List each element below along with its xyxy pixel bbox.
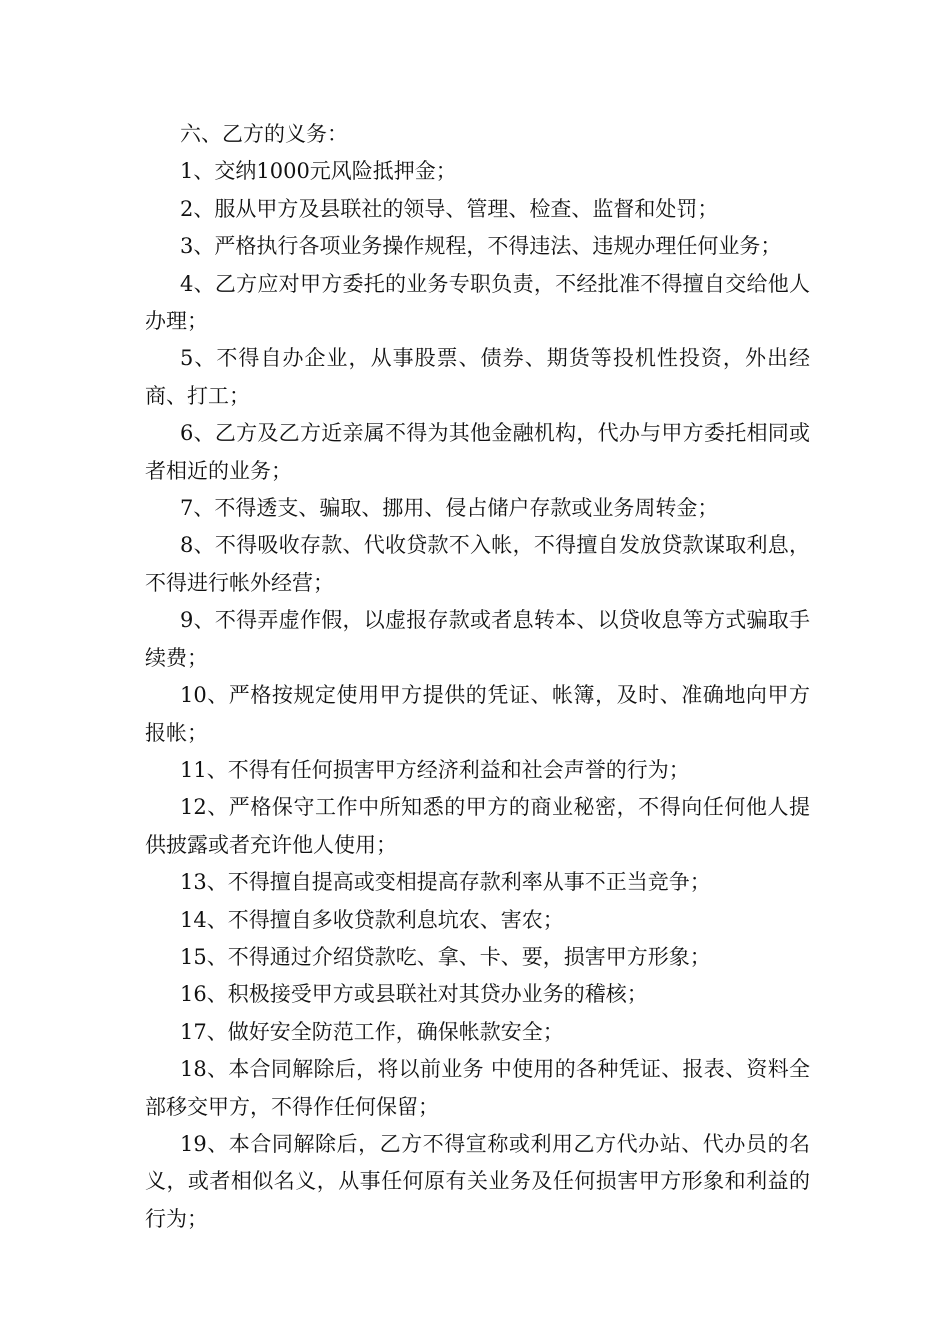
obligation-item-3: 3、严格执行各项业务操作规程，不得违法、违规办理任何业务； xyxy=(180,234,782,259)
obligation-item-15: 15、不得通过介绍贷款吃、拿、卡、要，损害甲方形象； xyxy=(180,944,711,969)
obligation-item-6: 6、乙方及乙方近亲属不得为其他金融机构，代办与甲方委托相同或者相近的业务； xyxy=(145,421,810,483)
obligation-item-4: 4、乙方应对甲方委托的业务专职负责，不经批准不得擅自交给他人办理； xyxy=(145,271,810,334)
obligation-item-14: 14、不得擅自多收贷款利息坑农、害农； xyxy=(180,907,564,932)
obligation-item-10: 10、严格按规定使用甲方提供的凭证、帐簿，及时、准确地向甲方报帐； xyxy=(145,683,810,745)
obligation-item-9: 9、不得弄虚作假，以虚报存款或者息转本、以贷收息等方式骗取手续费； xyxy=(145,608,810,670)
obligation-item-2: 2、服从甲方及县联社的领导、管理、检查、监督和处罚； xyxy=(180,196,719,221)
obligation-item-18: 18、本合同解除后，将以前业务 中使用的各种凭证、报表、资料全部移交甲方，不得作任何保留； xyxy=(145,1057,810,1119)
obligation-item-7: 7、不得透支、骗取、挪用、侵占储户存款或业务周转金； xyxy=(180,496,719,521)
obligation-item-19: 19、本合同解除后，乙方不得宣称或利用乙方代办站、代办员的名义，或者相似名义，从事任何原有关业务及任何损害甲方形象和利益的行为； xyxy=(145,1131,810,1231)
obligation-item-5: 5、不得自办企业，从事股票、债券、期货等投机性投资，外出经商、打工； xyxy=(145,346,810,408)
obligation-item-8: 8、不得吸收存款、代收贷款不入帐，不得擅自发放贷款谋取利息，不得进行帐外经营； xyxy=(145,533,810,595)
section-heading: 六、乙方的义务： xyxy=(180,122,348,146)
obligation-item-13: 13、不得擅自提高或变相提高存款利率从事不正当竞争； xyxy=(180,870,711,895)
obligation-item-12: 12、严格保守工作中所知悉的甲方的商业秘密，不得向任何他人提供披露或者充许他人使用； xyxy=(145,795,810,857)
document-body xyxy=(145,116,810,1238)
obligation-item-11: 11、不得有任何损害甲方经济利益和社会声誉的行为； xyxy=(180,757,690,782)
obligation-item-16: 16、积极接受甲方或县联社对其贷办业务的稽核； xyxy=(180,982,648,1007)
obligation-item-17: 17、做好安全防范工作，确保帐款安全； xyxy=(180,1019,564,1044)
obligation-item-1: 1、交纳1000元风险抵押金； xyxy=(180,159,457,184)
